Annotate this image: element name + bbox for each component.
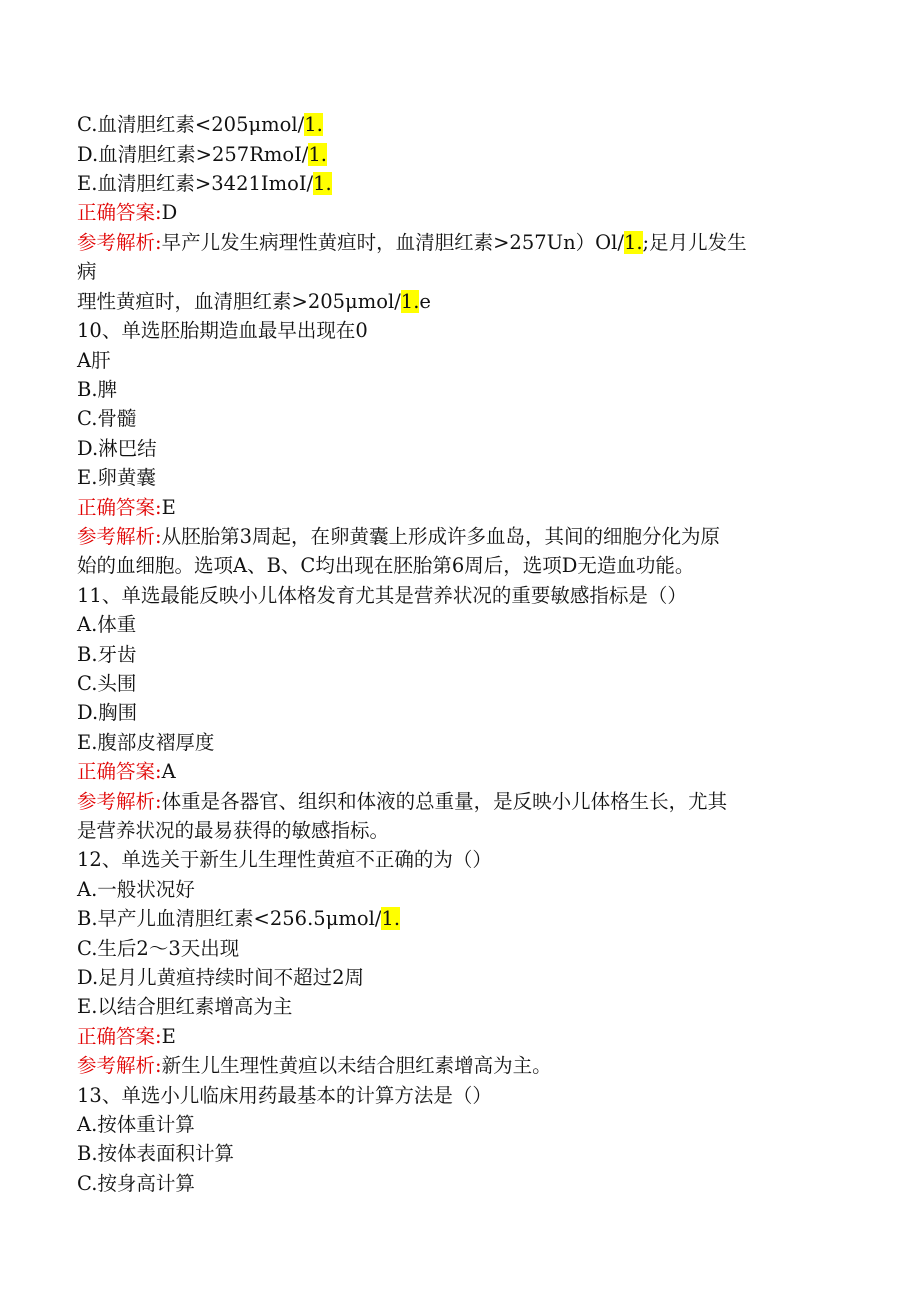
q11-stem: 11、单选最能反映小儿体格发育尤其是营养状况的重要敏感指标是（）	[77, 584, 687, 607]
explanation-label: 参考解析:	[77, 525, 162, 548]
highlight: 1.	[623, 231, 643, 254]
q12-option-c: C.生后2～3天出现	[77, 937, 240, 960]
q9-explanation-line-2: 病	[77, 260, 97, 283]
q9-answer	[77, 200, 177, 226]
explanation-label: 参考解析:	[77, 1054, 162, 1077]
q13-option-c: C.按身高计算	[77, 1172, 195, 1195]
q12-option-d: D.足月儿黄疸持续时间不超过2周	[77, 966, 365, 989]
q9-option-d: D.血清胆红素>257RmoI/1.	[77, 143, 327, 166]
q11-option-b: B.牙齿	[77, 643, 137, 666]
explanation-label: 参考解析:	[77, 790, 162, 813]
q11-option-a: A.体重	[77, 613, 137, 636]
q10-stem: 10、单选胚胎期造血最早出现在0	[77, 319, 368, 342]
highlight: 1.	[313, 172, 332, 195]
q10-answer	[77, 495, 176, 521]
q13-stem: 13、单选小儿临床用药最基本的计算方法是（）	[77, 1084, 492, 1107]
q12-answer	[77, 1024, 176, 1050]
q12-explanation-line-1: 参考解析:新生儿生理性黄疸以未结合胆红素增高为主。	[77, 1054, 552, 1077]
q10-option-d: D.淋巴结	[77, 437, 157, 460]
answer-value: E	[161, 496, 176, 519]
answer-label: 正确答案:	[77, 201, 162, 224]
q11-option-c: C.头围	[77, 672, 137, 695]
q12-stem: 12、单选关于新生儿生理性黄疸不正确的为（）	[77, 848, 492, 871]
q9-option-e: E.血清胆红素>3421ImoI/1.	[77, 172, 332, 195]
q12-option-a: A.一般状况好	[77, 878, 195, 901]
answer-label: 正确答案:	[77, 1025, 162, 1048]
answer-value: A	[161, 760, 176, 783]
explanation-label: 参考解析:	[77, 231, 162, 254]
q11-explanation-line-2: 是营养状况的最易获得的敏感指标。	[77, 819, 390, 842]
q12-option-e: E.以结合胆红素增高为主	[77, 995, 293, 1018]
highlight: 1.	[400, 290, 420, 313]
q11-explanation-line-1: 参考解析:体重是各器官、组织和体液的总重量，是反映小儿体格生长，尤其	[77, 790, 728, 813]
q11-answer	[77, 759, 176, 785]
q10-explanation-line-1: 参考解析:从胚胎第3周起，在卵黄囊上形成许多血岛，其间的细胞分化为原	[77, 525, 720, 548]
q10-option-a: A肝	[77, 349, 111, 372]
q9-explanation-line-3: 理性黄疸时，血清胆红素>205μmol/1.e	[77, 290, 431, 313]
answer-label: 正确答案:	[77, 760, 162, 783]
answer-value: D	[161, 201, 178, 224]
q11-option-e: E.腹部皮褶厚度	[77, 731, 215, 754]
highlight: 1.	[308, 143, 327, 166]
q10-option-e: E.卵黄囊	[77, 466, 156, 489]
q12-option-b: B.早产儿血清胆红素<256.5μmol/1.	[77, 907, 401, 930]
q13-option-a: A.按体重计算	[77, 1113, 195, 1136]
highlight: 1.	[381, 907, 401, 930]
q10-explanation-line-2: 始的血细胞。选项A、B、C均出现在胚胎第6周后，选项D无造血功能。	[77, 554, 695, 577]
q11-option-d: D.胸围	[77, 701, 138, 724]
q13-option-b: B.按体表面积计算	[77, 1142, 235, 1165]
q9-explanation-line-1: 参考解析:早产儿发生病理性黄疸时，血清胆红素>257Un）Ol/1.;足月儿发生	[77, 231, 747, 254]
q9-option-c: C.血清胆红素<205μmol/1.	[77, 113, 323, 136]
answer-value: E	[161, 1025, 176, 1048]
q10-option-c: C.骨髓	[77, 407, 137, 430]
answer-label: 正确答案:	[77, 496, 162, 519]
highlight: 1.	[304, 113, 323, 136]
q10-option-b: B.脾	[77, 378, 118, 401]
